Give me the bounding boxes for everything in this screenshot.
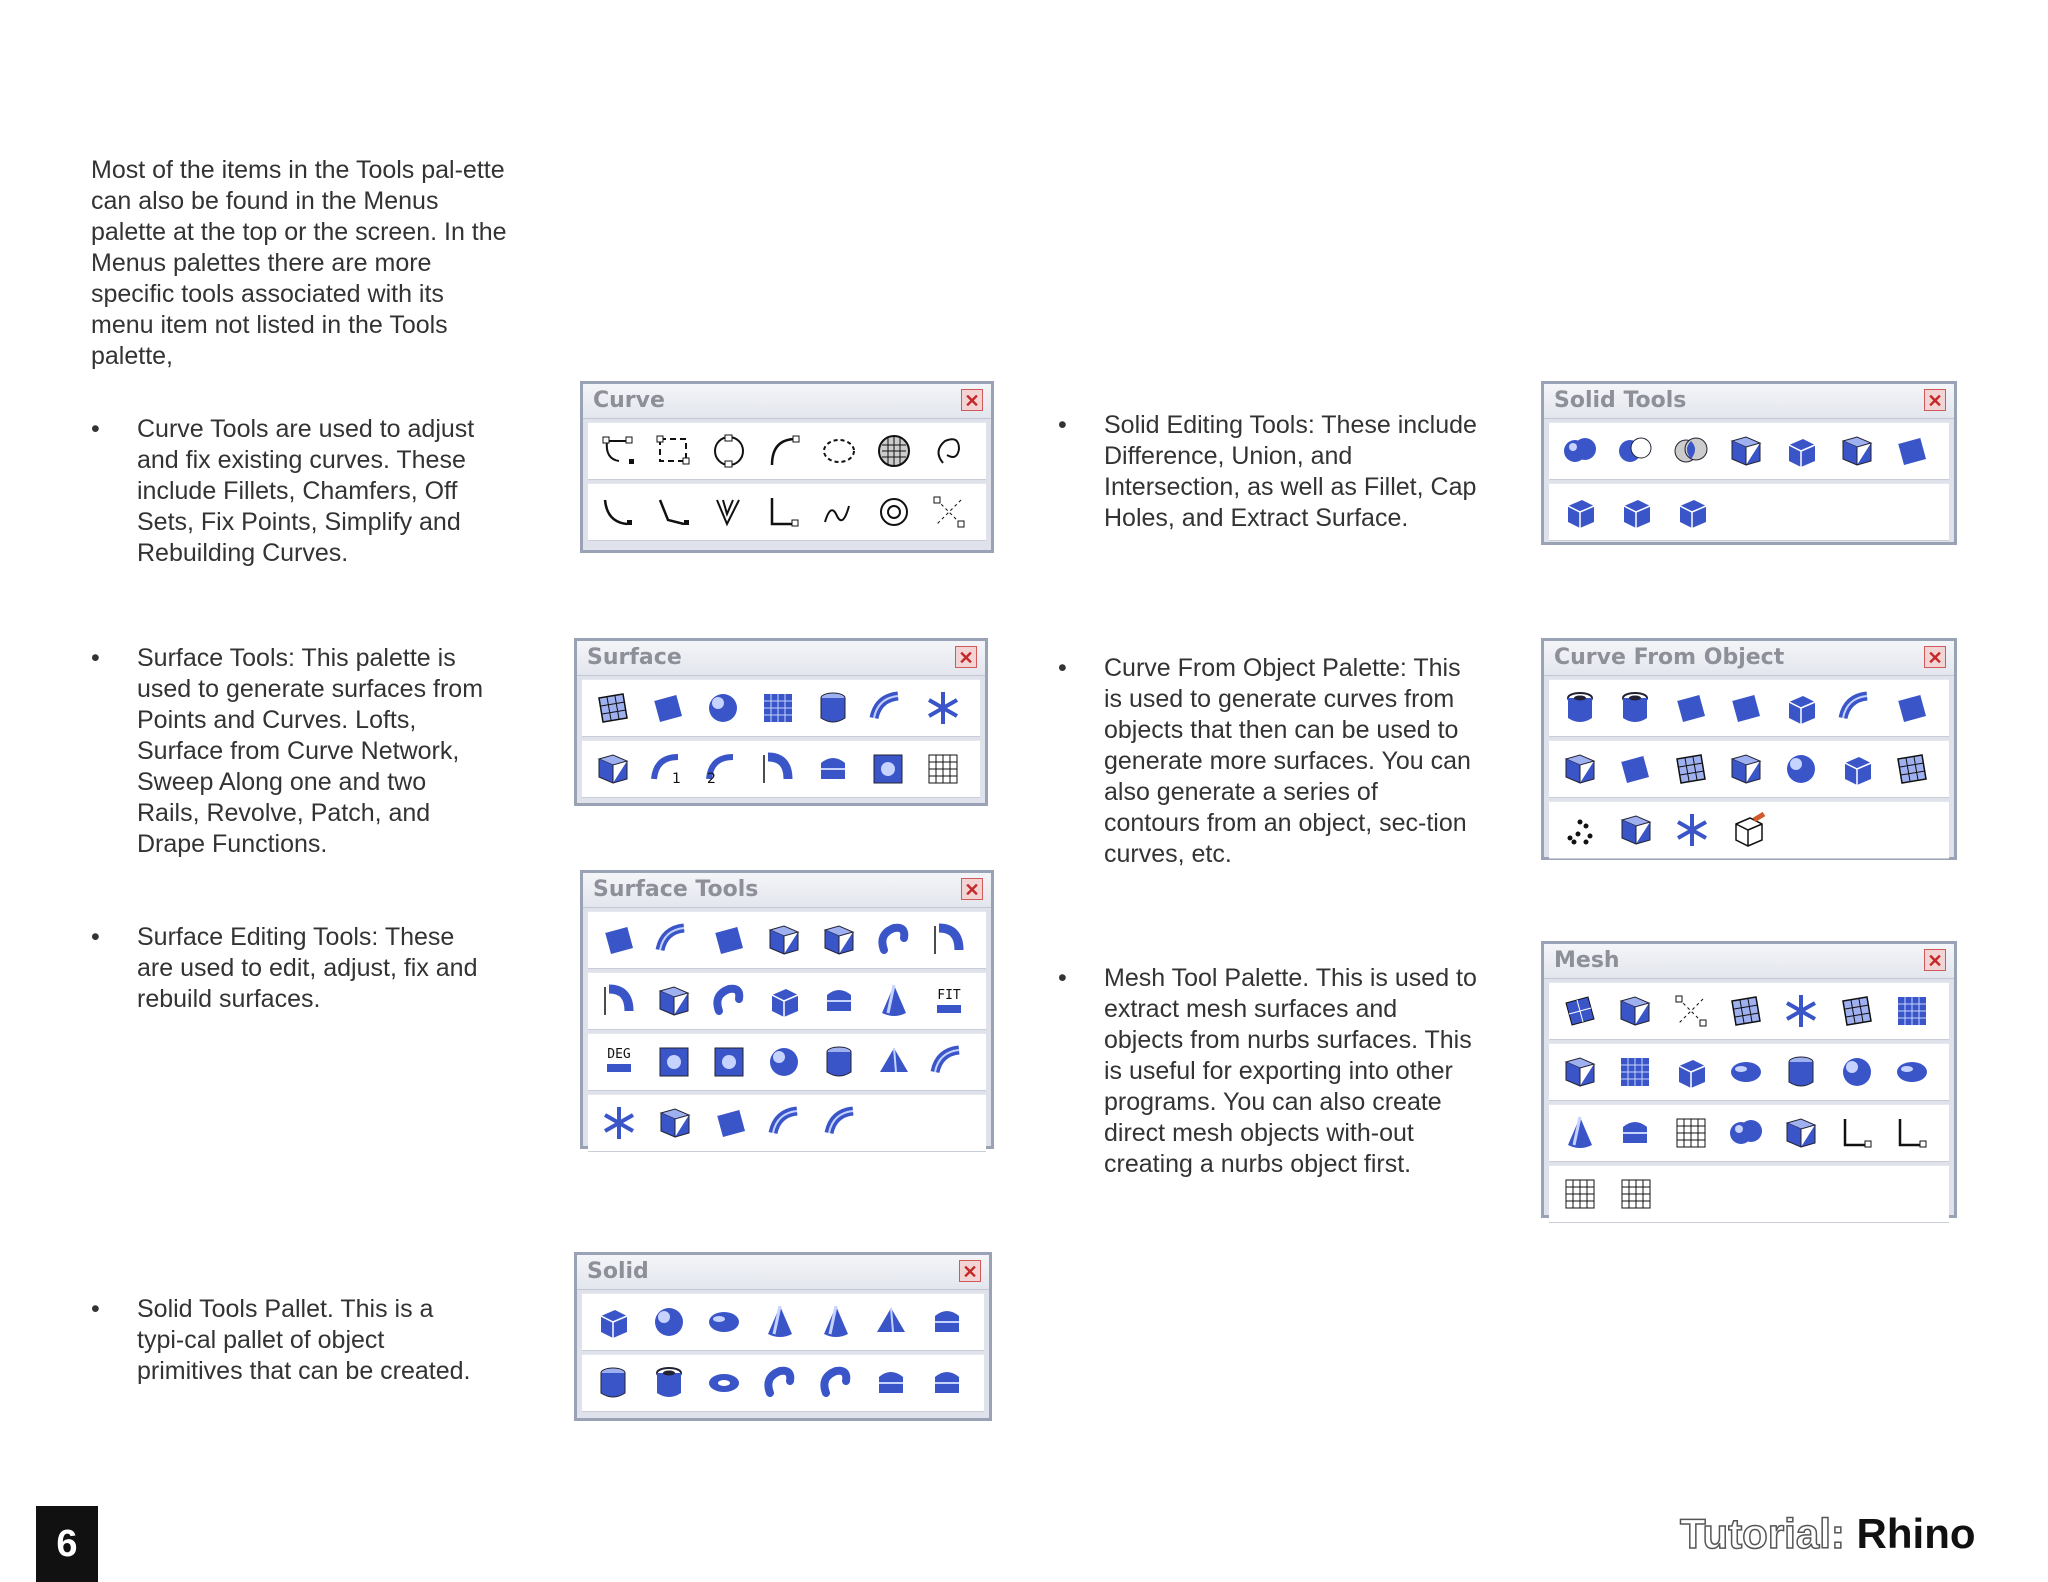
box-icon[interactable] [1667, 489, 1717, 535]
cone-icon[interactable] [870, 978, 919, 1024]
tool-row [582, 1354, 984, 1412]
surface-grid-icon[interactable] [1666, 746, 1715, 792]
star-icon[interactable] [1777, 988, 1826, 1034]
brand-prefix: Tutorial: [1680, 1510, 1845, 1557]
surface-grid-icon[interactable] [588, 685, 637, 731]
palette-title: Curve [593, 388, 665, 413]
drape-icon[interactable] [1611, 1171, 1661, 1217]
palette-titlebar[interactable] [1544, 384, 1954, 419]
sphere-icon[interactable] [1777, 746, 1826, 792]
patch-icon[interactable] [864, 746, 913, 792]
sweep-icon[interactable] [925, 1039, 974, 1085]
bullet-marker: • [1058, 964, 1067, 992]
cone-icon[interactable] [755, 1299, 805, 1345]
intro-paragraph: Most of the items in the Tools pal-ette can also be found in the Menus palette at the top or the screen. In the Menus palettes there are more specific tools associated with its menu item not listed in the Tools palette, [91, 156, 507, 370]
cap-icon[interactable] [922, 1360, 972, 1406]
curve-point-icon[interactable] [594, 428, 643, 474]
palette-title: Solid [587, 1259, 649, 1284]
star-icon[interactable] [1667, 807, 1717, 853]
pyramid-icon[interactable] [870, 1039, 919, 1085]
tool-row [588, 972, 986, 1030]
bullet-marker: • [91, 1295, 100, 1323]
surface-icon[interactable] [1888, 685, 1937, 731]
solid-tools-palette [1541, 381, 1957, 545]
brand-name: Rhino [1856, 1510, 1976, 1557]
surface-icon[interactable] [1888, 428, 1937, 474]
patch-icon[interactable] [704, 1039, 753, 1085]
fit-icon[interactable] [925, 978, 974, 1024]
bullet-solid-tools [91, 1294, 511, 1394]
palette-titlebar[interactable] [1544, 641, 1954, 676]
mesh-grid-icon[interactable] [753, 685, 802, 731]
box-icon[interactable] [1611, 489, 1661, 535]
tube-icon[interactable] [644, 1360, 694, 1406]
cylinder-icon[interactable] [588, 1360, 638, 1406]
intersection-icon[interactable] [1666, 428, 1715, 474]
sphere-icon[interactable] [644, 1299, 694, 1345]
difference-icon[interactable] [1610, 428, 1659, 474]
sweep-icon[interactable] [1832, 685, 1881, 731]
ellipsoid-icon[interactable] [1888, 1049, 1937, 1095]
pipe-icon[interactable] [755, 1360, 805, 1406]
split-icon[interactable] [1721, 746, 1770, 792]
sphere-icon[interactable] [1832, 1049, 1881, 1095]
cone-icon[interactable] [811, 1299, 861, 1345]
cap-icon[interactable] [809, 746, 858, 792]
tube-icon[interactable] [1610, 685, 1659, 731]
box-icon[interactable] [588, 1299, 638, 1345]
surface-icon[interactable] [594, 917, 643, 963]
pipe-icon[interactable] [870, 917, 919, 963]
fillet-icon[interactable] [594, 489, 643, 535]
bullet-text: Curve From Object Palette: This is used to generate curves from objects that then can be used to generate more surfaces. You can also generate a series of contours from an object, sec-tion curves, etc. [1104, 654, 1471, 868]
split-icon[interactable] [1777, 1110, 1826, 1156]
palette-title: Mesh [1554, 948, 1620, 973]
curve-from-object-palette [1541, 638, 1957, 860]
ellipsoid-icon[interactable] [699, 1299, 749, 1345]
svg-text:2: 2 [706, 771, 716, 787]
bullet-curve-tools [91, 414, 511, 574]
box-icon[interactable] [1777, 428, 1826, 474]
surface-tools-palette [580, 870, 994, 1149]
page-number: 6 [36, 1506, 98, 1582]
points-icon[interactable] [925, 489, 974, 535]
split-icon[interactable] [1610, 988, 1659, 1034]
sweep-two-rail-icon[interactable] [698, 746, 747, 792]
tool-row [1549, 1165, 1949, 1223]
bullet-marker: • [1058, 411, 1067, 439]
corner-icon[interactable] [1888, 1110, 1937, 1156]
tool-row [582, 679, 980, 737]
pipe-icon[interactable] [811, 1360, 861, 1406]
revolve-icon[interactable] [753, 746, 802, 792]
mesh-grid-icon[interactable] [1610, 1049, 1659, 1095]
circle-target-icon[interactable] [870, 489, 919, 535]
brand-footer [1680, 1510, 1976, 1558]
palette-titlebar[interactable] [1544, 944, 1954, 979]
palette-title: Curve From Object [1554, 645, 1785, 670]
palette-title: Solid Tools [1554, 388, 1687, 413]
palette-titlebar[interactable] [577, 1255, 989, 1290]
box-icon[interactable] [1555, 489, 1605, 535]
tool-row [1549, 1043, 1949, 1101]
tool-row [588, 1094, 986, 1152]
surface-icon[interactable] [1610, 746, 1659, 792]
polyline-icon[interactable] [649, 428, 698, 474]
surface-palette [574, 638, 988, 806]
bullet-text: Solid Tools Pallet. This is a typi-cal pallet of object primitives that can be created. [137, 1295, 471, 1385]
tool-row [588, 483, 986, 541]
close-icon[interactable]: ✕ [959, 1260, 981, 1282]
tool-row [1549, 982, 1949, 1040]
surface-icon[interactable] [704, 917, 753, 963]
polygon-icon[interactable] [870, 428, 919, 474]
sphere-icon[interactable] [759, 1039, 808, 1085]
chamfer-icon[interactable] [649, 489, 698, 535]
sweep-one-rail-icon[interactable] [643, 746, 692, 792]
tool-row [582, 1293, 984, 1351]
palette-title: Surface Tools [593, 877, 759, 902]
ellipse-icon[interactable] [815, 428, 864, 474]
split-icon[interactable] [1611, 807, 1661, 853]
tool-row [1549, 679, 1949, 737]
surface-icon[interactable] [643, 685, 692, 731]
tool-row [588, 911, 986, 969]
union-icon[interactable] [1555, 428, 1604, 474]
box-icon[interactable] [1777, 685, 1826, 731]
degree-icon[interactable] [594, 1039, 643, 1085]
surface-icon[interactable] [706, 1100, 756, 1146]
point-cloud-icon[interactable] [1555, 807, 1605, 853]
corner-icon[interactable] [759, 489, 808, 535]
tool-row [588, 422, 986, 480]
cone-icon[interactable] [1555, 1110, 1604, 1156]
close-icon[interactable]: ✕ [961, 878, 983, 900]
bullet-text: Solid Editing Tools: These include Difference, Union, and Intersection, as well as Fillet, Cap Holes, and Extract Surface. [1104, 411, 1477, 532]
split-icon[interactable] [1832, 428, 1881, 474]
tube-icon[interactable] [1555, 685, 1604, 731]
bullet-marker: • [91, 644, 100, 672]
surface-icon[interactable] [1666, 685, 1715, 731]
sweep-icon[interactable] [864, 685, 913, 731]
surface-icon[interactable] [1721, 685, 1770, 731]
mesh-palette [1541, 941, 1957, 1218]
palette-titlebar[interactable] [583, 384, 991, 419]
box-icon[interactable] [1832, 746, 1881, 792]
arc-icon[interactable] [759, 428, 808, 474]
sweep-icon[interactable] [762, 1100, 812, 1146]
split-icon[interactable] [649, 978, 698, 1024]
cylinder-icon[interactable] [1777, 1049, 1826, 1095]
revolve-icon[interactable] [925, 917, 974, 963]
curve-palette [580, 381, 994, 553]
close-icon[interactable]: ✕ [961, 389, 983, 411]
wave-icon[interactable] [815, 489, 864, 535]
tool-row [1549, 483, 1949, 541]
torus-icon[interactable] [699, 1360, 749, 1406]
bullet-solid-editing-tools [1058, 410, 1478, 550]
mesh-icon[interactable] [1555, 988, 1604, 1034]
circle-icon[interactable] [704, 428, 753, 474]
svg-text:FIT: FIT [937, 988, 962, 1003]
ellipsoid-icon[interactable] [1721, 1049, 1770, 1095]
cylinder-icon[interactable] [815, 1039, 864, 1085]
points-icon[interactable] [1666, 988, 1715, 1034]
wire-box-icon[interactable] [1723, 807, 1773, 853]
box-icon[interactable] [759, 978, 808, 1024]
star-icon[interactable] [919, 685, 968, 731]
bullet-text: Surface Tools: This palette is used to generate surfaces from Points and Curves. Lofts, Surface from Curve Network, Sweep Along one and two Rails, Revolve, Patch, and Drape Functions. [137, 644, 484, 858]
bullet-curve-from-object [1058, 653, 1478, 883]
bullet-text: Curve Tools are used to adjust and fix existing curves. These include Fillets, Chamfers, Off Sets, Fix Points, Simplify and Rebuilding Curves. [137, 415, 475, 567]
tool-row [1549, 801, 1949, 859]
drape-icon[interactable] [1555, 1171, 1605, 1217]
bullet-mesh-tools [1058, 963, 1478, 1193]
bullet-text: Mesh Tool Palette. This is used to extract mesh surfaces and objects from nurbs surfaces. This is useful for exporting into other programs. You can also create direct mesh objects with-out creating a nurbs object first. [1104, 964, 1477, 1178]
close-icon[interactable]: ✕ [955, 646, 977, 668]
solid-palette [574, 1252, 992, 1421]
revolve-icon[interactable] [594, 978, 643, 1024]
tool-row [588, 1033, 986, 1091]
surface-grid-icon[interactable] [1832, 988, 1881, 1034]
split-icon[interactable] [650, 1100, 700, 1146]
cap-icon[interactable] [922, 1299, 972, 1345]
box-icon[interactable] [1666, 1049, 1715, 1095]
split-icon[interactable] [815, 917, 864, 963]
patch-icon[interactable] [649, 1039, 698, 1085]
close-icon[interactable]: ✕ [1924, 949, 1946, 971]
spiral-icon[interactable] [925, 428, 974, 474]
sweep-icon[interactable] [649, 917, 698, 963]
bullet-surface-tools [91, 643, 511, 863]
bullet-surface-editing-tools [91, 922, 511, 1022]
bullet-marker: • [91, 923, 100, 951]
split-icon[interactable] [759, 917, 808, 963]
drape-icon[interactable] [919, 746, 968, 792]
tool-row [1549, 1104, 1949, 1162]
cap-icon[interactable] [867, 1360, 917, 1406]
bullet-marker: • [91, 415, 100, 443]
tool-row [1549, 740, 1949, 798]
offset-icon[interactable] [704, 489, 753, 535]
split-icon[interactable] [1721, 428, 1770, 474]
mesh-grid-icon[interactable] [1888, 988, 1937, 1034]
cap-icon[interactable] [815, 978, 864, 1024]
close-icon[interactable]: ✕ [1924, 389, 1946, 411]
cap-icon[interactable] [1610, 1110, 1659, 1156]
bullet-marker: • [1058, 654, 1067, 682]
drape-icon[interactable] [1666, 1110, 1715, 1156]
palette-title: Surface [587, 645, 682, 670]
svg-text:DEG: DEG [606, 1047, 631, 1062]
union-icon[interactable] [1721, 1110, 1770, 1156]
split-icon[interactable] [588, 746, 637, 792]
corner-icon[interactable] [1832, 1110, 1881, 1156]
pipe-icon[interactable] [704, 978, 753, 1024]
surface-grid-icon[interactable] [1888, 746, 1937, 792]
palette-titlebar[interactable] [577, 641, 985, 676]
bullet-text: Surface Editing Tools: These are used to edit, adjust, fix and rebuild surfaces. [137, 923, 478, 1013]
palette-titlebar[interactable] [583, 873, 991, 908]
close-icon[interactable]: ✕ [1924, 646, 1946, 668]
pyramid-icon[interactable] [867, 1299, 917, 1345]
split-icon[interactable] [1555, 746, 1604, 792]
star-icon[interactable] [594, 1100, 644, 1146]
svg-text:1: 1 [671, 771, 681, 787]
sphere-icon[interactable] [698, 685, 747, 731]
tool-row [1549, 422, 1949, 480]
sweep-icon[interactable] [818, 1100, 868, 1146]
cylinder-icon[interactable] [809, 685, 858, 731]
surface-grid-icon[interactable] [1721, 988, 1770, 1034]
tool-row [582, 740, 980, 798]
split-icon[interactable] [1555, 1049, 1604, 1095]
